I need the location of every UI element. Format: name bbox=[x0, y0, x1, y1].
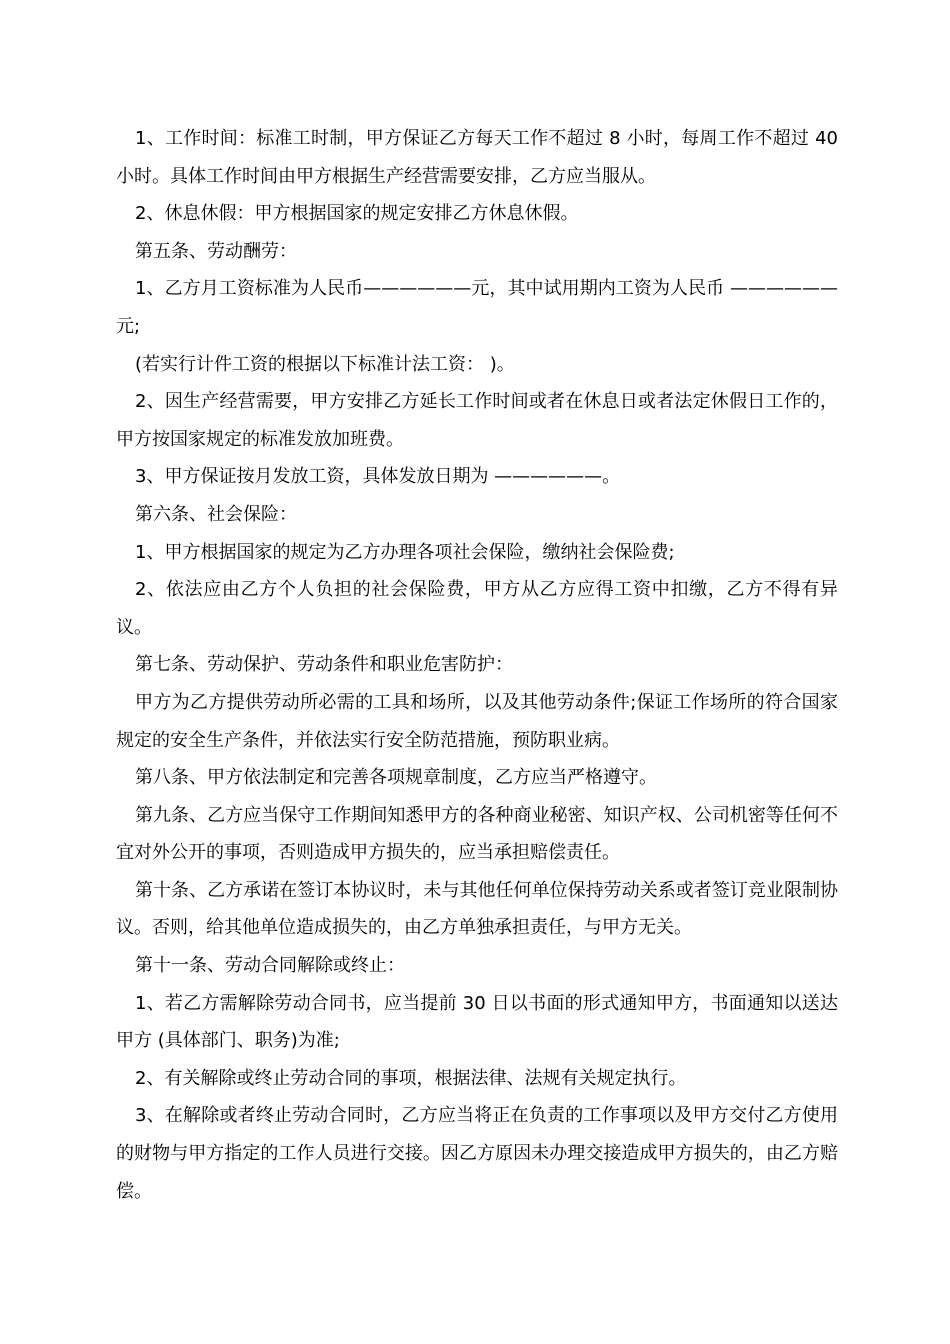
paragraph-overtime-pay: 2、因生产经营需要，甲方安排乙方延长工作时间或者在休息日或者法定休假日工作的，甲方按国家规定的标准发放加班费。 bbox=[116, 391, 838, 450]
heading-article-6: 第六条、社会保险： bbox=[135, 503, 297, 525]
paragraph-payment-date: 3、甲方保证按月发放工资，具体发放日期为 ——————。 bbox=[135, 466, 621, 488]
heading-article-7: 第七条、劳动保护、劳动条件和职业危害防护： bbox=[135, 654, 513, 676]
paragraph-rest-leave: 2、休息休假：甲方根据国家的规定安排乙方休息休假。 bbox=[135, 203, 579, 225]
paragraph-handover: 3、在解除或者终止劳动合同时，乙方应当将正在负责的工作事项以及甲方交付乙方使用的财物与甲方指定的工作人员进行交接。因乙方原因未办理交接造成甲方损失的，由乙方赔偿。 bbox=[116, 1105, 838, 1202]
paragraph-insurance-deduction: 2、依法应由乙方个人负担的社会保险费，甲方从乙方应得工资中扣缴，乙方不得有异议。 bbox=[116, 579, 838, 638]
paragraph-monthly-wage: 1、乙方月工资标准为人民币——————元，其中试用期内工资为人民币 ——————元; bbox=[116, 278, 838, 337]
contract-page bbox=[116, 120, 838, 1210]
heading-article-11: 第十一条、劳动合同解除或终止： bbox=[135, 955, 405, 977]
paragraph-termination-notice: 1、若乙方需解除劳动合同书，应当提前 30 日以书面的形式通知甲方，书面通知以送达甲方 (具体部门、职务)为准; bbox=[116, 992, 838, 1052]
heading-article-5: 第五条、劳动酬劳： bbox=[135, 240, 297, 262]
heading-article-10: 第十条、乙方承诺在签订本协议时，未与其他任何单位保持劳动关系或者签订竞业限制协议。否则，给其他单位造成损失的，由乙方单独承担责任，与甲方无关。 bbox=[116, 879, 838, 939]
paragraph-work-hours: 1、工作时间：标准工时制，甲方保证乙方每天工作不超过 8 小时，每周工作不超过 40 小时。具体工作时间由甲方根据生产经营需要安排，乙方应当服从。 bbox=[116, 128, 838, 187]
paragraph-labor-protection: 甲方为乙方提供劳动所必需的工具和场所，以及其他劳动条件;保证工作场所的符合国家规定的安全生产条件，并依法实行安全防范措施，预防职业病。 bbox=[116, 691, 838, 751]
paragraph-termination-rules: 2、有关解除或终止劳动合同的事项，根据法律、法规有关规定执行。 bbox=[135, 1067, 687, 1089]
heading-article-9: 第九条、乙方应当保守工作期间知悉甲方的各种商业秘密、知识产权、公司机密等任何不宜对外公开的事项，否则造成甲方损失的，应当承担赔偿责任。 bbox=[116, 804, 838, 864]
paragraph-social-insurance: 1、甲方根据国家的规定为乙方办理各项社会保险，缴纳社会保险费; bbox=[135, 541, 675, 563]
paragraph-piece-wage: (若实行计件工资的根据以下标准计法工资： )。 bbox=[135, 353, 515, 375]
heading-article-8: 第八条、甲方依法制定和完善各项规章制度，乙方应当严格遵守。 bbox=[135, 767, 657, 789]
